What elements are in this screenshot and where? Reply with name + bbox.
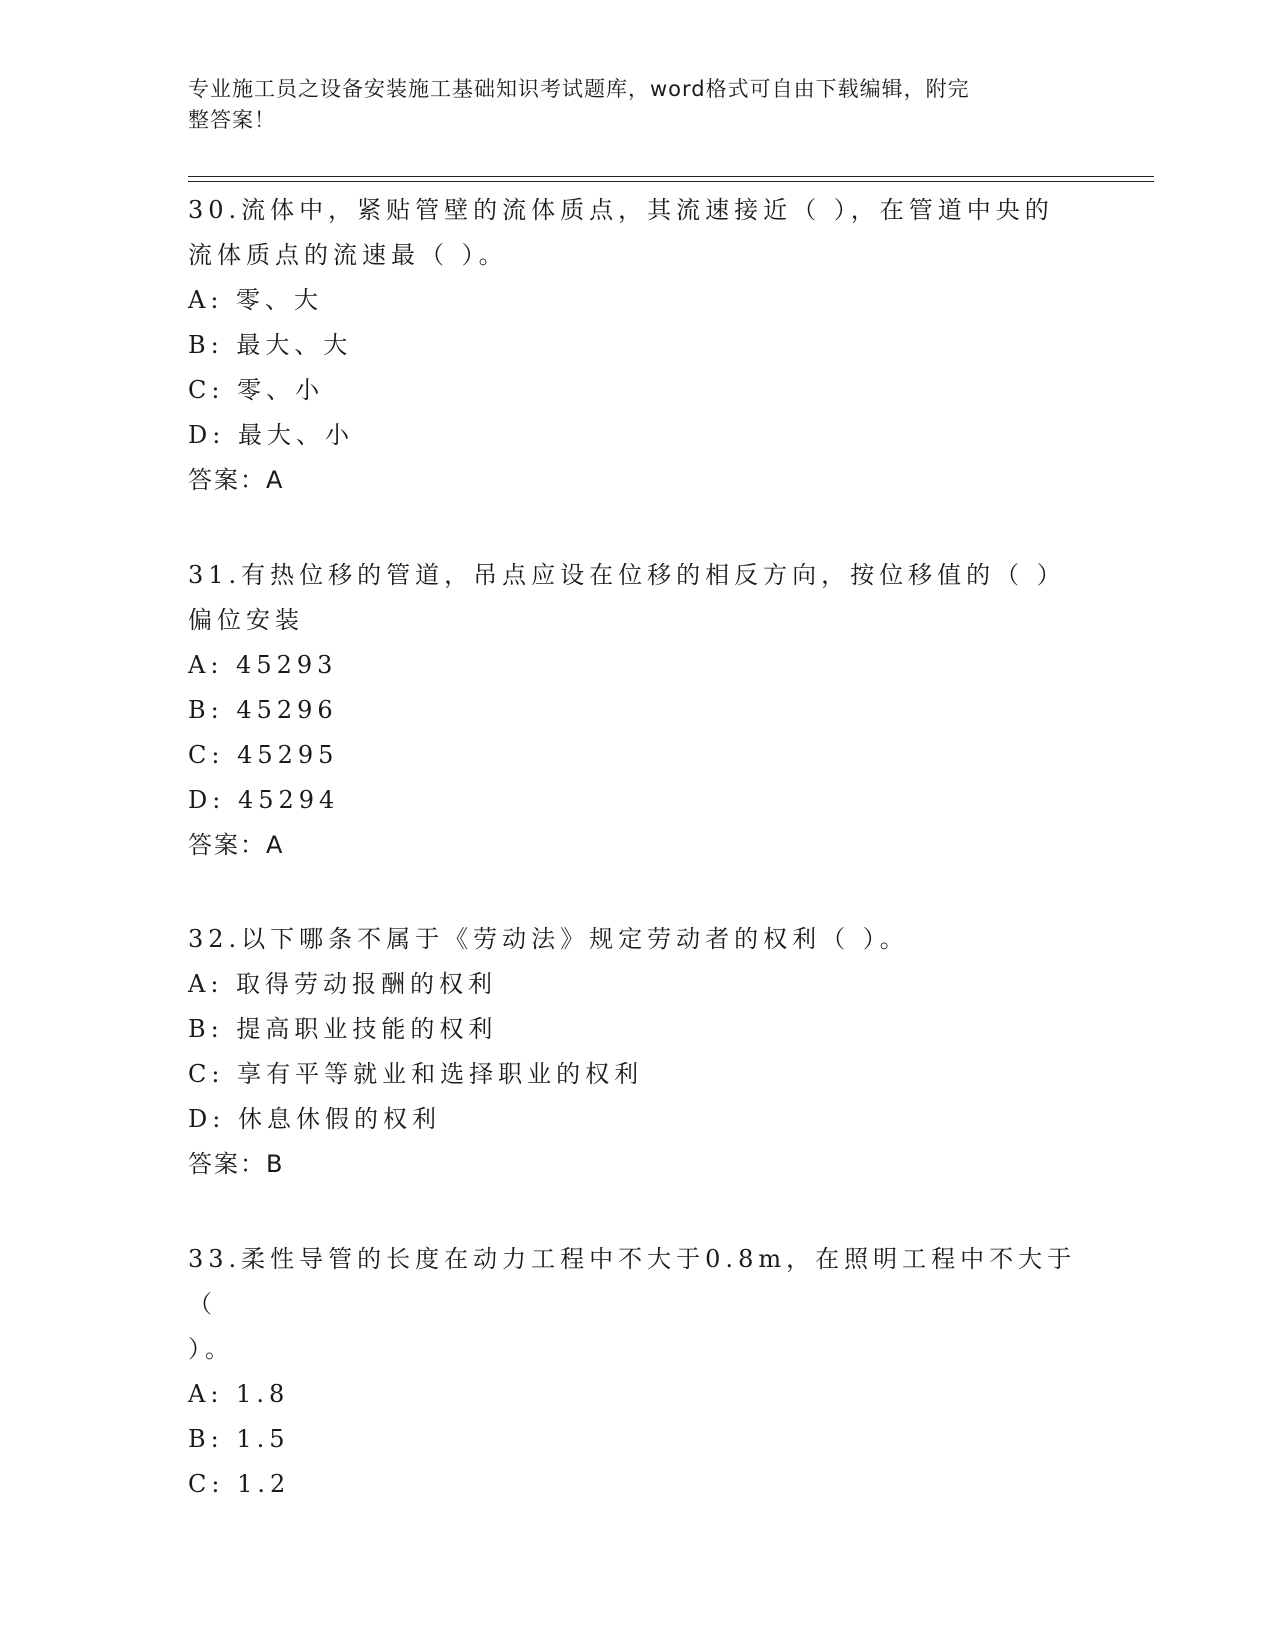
- question-33: [188, 1237, 1088, 1507]
- option-c: C: 零、小: [188, 376, 325, 404]
- answer: 答案：B: [188, 1150, 285, 1178]
- option-c: C: 享有平等就业和选择职业的权利: [188, 1060, 644, 1088]
- header-divider-bottom: [188, 181, 1154, 182]
- option-c: C: 1.2: [188, 1470, 291, 1498]
- question-30: [188, 188, 1088, 503]
- question-stem-line-2: ）。: [188, 1335, 234, 1363]
- header-line-1: 专业施工员之设备安装施工基础知识考试题库，word格式可自由下载编辑，附完: [188, 77, 970, 101]
- option-d: D: 休息休假的权利: [188, 1105, 441, 1133]
- option-a: A: 零、大: [188, 286, 324, 314]
- option-b: B: 提高职业技能的权利: [188, 1015, 498, 1043]
- option-a: A: 取得劳动报酬的权利: [188, 970, 498, 998]
- answer: 答案：A: [188, 831, 285, 859]
- option-d: D: 45294: [188, 786, 340, 814]
- option-b: B: 45296: [188, 696, 338, 724]
- question-stem-line-1: 33.柔性导管的长度在动力工程中不大于0.8m，在照明工程中不大于（: [188, 1245, 1077, 1318]
- header-line-2: 整答案！: [188, 108, 276, 132]
- option-c: C: 45295: [188, 741, 339, 769]
- question-stem-line-1: 30.流体中，紧贴管壁的流体质点，其流速接近（ ），在管道中央的: [188, 196, 1054, 224]
- header-divider-top: [188, 176, 1154, 177]
- question-32: [188, 917, 1088, 1187]
- option-a: A: 45293: [188, 651, 338, 679]
- option-a: A: 1.8: [188, 1380, 290, 1408]
- option-d: D: 最大、小: [188, 421, 354, 449]
- question-stem-line-1: 31.有热位移的管道，吊点应设在位移的相反方向，按位移值的（ ）: [188, 561, 1066, 589]
- option-b: B: 1.5: [188, 1425, 290, 1453]
- option-b: B: 最大、大: [188, 331, 353, 359]
- question-stem-line-2: 偏位安装: [188, 606, 304, 634]
- question-31: [188, 553, 1088, 868]
- question-stem-line-2: 流体质点的流速最（ ）。: [188, 241, 508, 269]
- question-stem-line-1: 32.以下哪条不属于《劳动法》规定劳动者的权利（ ）。: [188, 925, 909, 953]
- answer: 答案：A: [188, 466, 285, 494]
- document-header: [188, 74, 1068, 136]
